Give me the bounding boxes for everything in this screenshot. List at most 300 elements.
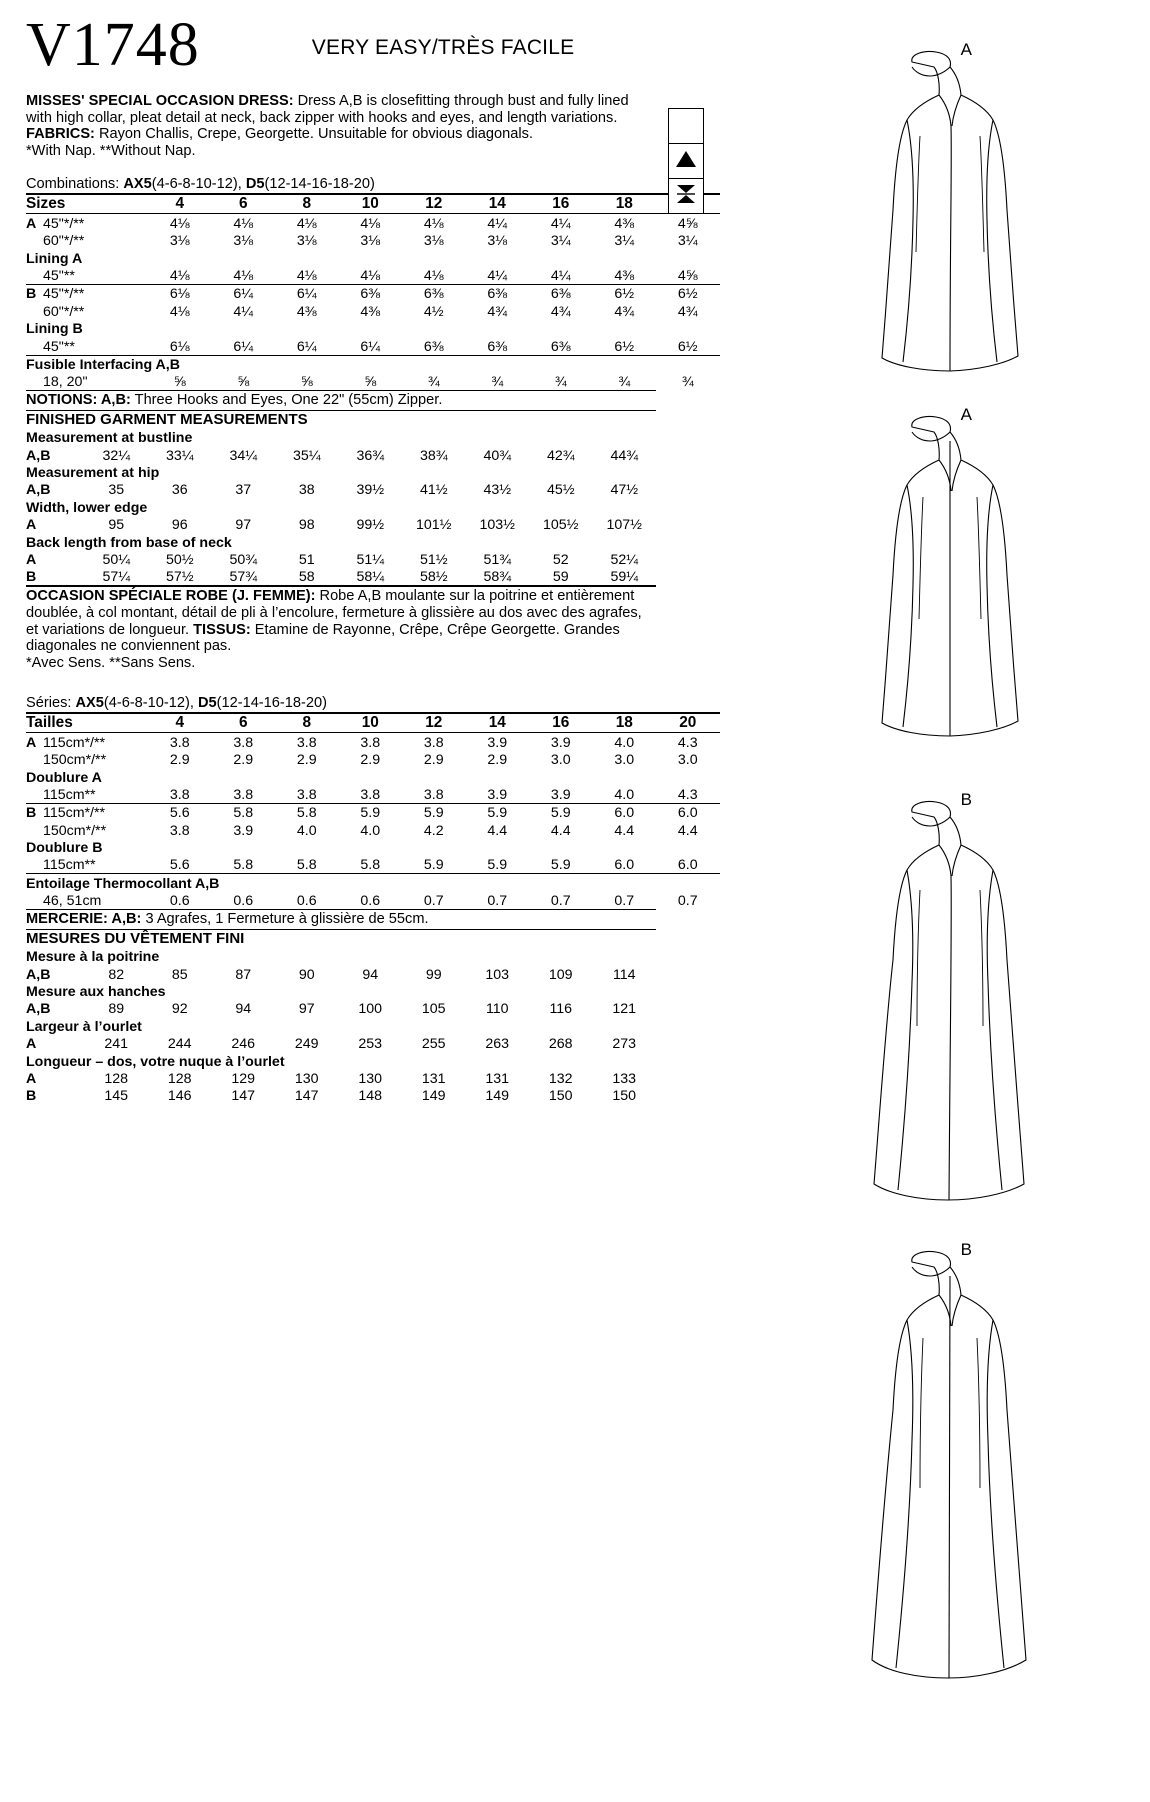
description-fr-title: OCCASION SPÉCIALE ROBE (J. FEMME): (26, 588, 316, 605)
nap-note-fr: *Avec Sens. **Sans Sens. (26, 654, 196, 671)
table-header-size: 4 (148, 194, 212, 214)
table-cell-value: ¾ (427, 374, 440, 391)
row-label-text: 45"** (43, 338, 75, 355)
measurement-group-label: Mesure à la poitrine (26, 949, 160, 966)
combinations-en (26, 176, 656, 193)
table-row-label (26, 337, 148, 355)
table-cell-value: 50½ (165, 552, 194, 568)
combinations-fr (26, 695, 656, 712)
table-cell-value: 6⅜ (402, 284, 466, 302)
table-row-label (26, 373, 148, 390)
table-header-row (26, 194, 720, 214)
description-english (26, 93, 656, 143)
table-cell-value: 147 (231, 1088, 256, 1105)
table-cell-value: 4⅛ (423, 267, 444, 284)
table-cell-value: 4⅝ (677, 215, 698, 232)
table-cell-value: 4¾ (614, 303, 635, 320)
table-cell-value: 51½ (419, 552, 448, 568)
fabrics-en-label: FABRICS: (26, 126, 95, 143)
table-cell-value: 5.6 (169, 857, 190, 874)
table-row (26, 429, 656, 446)
table-cell-value: 32¼ (102, 447, 131, 464)
table-header-size: 18 (593, 194, 657, 214)
table-cell-value: 4⅛ (233, 267, 254, 284)
table-cell-value: 4⅛ (233, 215, 254, 232)
table-cell-value: 6⅜ (487, 338, 508, 355)
table-cell-value: 4.4 (487, 822, 508, 839)
table-cell-value: 107½ (606, 517, 642, 534)
table-row (26, 267, 720, 285)
row-label-text: 46, 51cm (43, 893, 102, 910)
table-cell-value: 3⅛ (296, 233, 317, 250)
row-label-text: 45"*/** (43, 215, 85, 232)
measurement-row-label: A (26, 552, 37, 568)
table-cell-value: 2.9 (423, 752, 444, 769)
table-cell-value: 4⅛ (296, 215, 317, 232)
nap-symbol-key (668, 108, 704, 214)
table-cell-value: 6⅜ (466, 284, 530, 302)
nap-either-way-hourglass-icon (675, 183, 697, 210)
table-cell-value: 6¼ (360, 338, 381, 355)
table-cell-value: 150 (612, 1088, 637, 1105)
table-row-label (26, 284, 148, 302)
table-row (26, 568, 656, 585)
table-header-size: 16 (529, 713, 593, 733)
table-cell-value: 58¼ (356, 569, 385, 586)
table-cell-value: 50¾ (229, 552, 258, 568)
table-cell-value: 3.9 (487, 786, 508, 803)
table-cell-value: 34¼ (229, 447, 258, 464)
table-cell-value: 3.8 (296, 734, 317, 751)
table-row (26, 1035, 656, 1052)
symbol-nap-either-way (668, 178, 704, 214)
table-cell-value: 6⅜ (339, 284, 403, 302)
measurement-row-label: A,B (26, 447, 51, 464)
table-cell-value: 94 (235, 1001, 252, 1018)
table-header-row (26, 713, 720, 733)
table-cell-value: 96 (171, 517, 188, 534)
table-cell-value: 130 (358, 1070, 383, 1087)
measurement-row-label: A,B (26, 966, 51, 983)
table-cell-value: 4¼ (233, 303, 254, 320)
table-cell-value: 99 (425, 966, 442, 983)
table-cell-value: 95 (108, 517, 125, 534)
finished-en-body (26, 429, 656, 586)
table-row (26, 1070, 656, 1087)
table-cell-value: 105½ (542, 517, 579, 534)
table-cell-value: 82 (108, 966, 125, 983)
table-cell-value: 3.8 (360, 734, 381, 751)
figure-dress-b-back-floor (760, 1240, 1090, 1690)
table-cell-value: ⅝ (237, 374, 250, 391)
table-cell-value: 59¼ (610, 569, 639, 586)
table-cell-value: 132 (548, 1070, 573, 1087)
table-cell-value: 4⅜ (296, 303, 317, 320)
table-cell-value: 97 (235, 517, 252, 534)
table-row (26, 803, 720, 821)
table-row (26, 446, 656, 463)
table-cell-value: 38¾ (419, 447, 448, 464)
table-cell-value: 38 (298, 482, 315, 499)
table-cell-value: 100 (358, 1001, 383, 1018)
table-row (26, 302, 720, 319)
finished-measurements-table-english (26, 429, 656, 586)
table-cell-value: 89 (108, 1001, 125, 1018)
figure-dress-a-front-long (760, 40, 1090, 400)
table-row (26, 1087, 656, 1104)
table-cell-value: 44¾ (610, 447, 639, 464)
table-cell-value: 150 (548, 1088, 573, 1105)
combinations-en-set1-code: AX5 (123, 176, 152, 193)
table-cell-value: 3.8 (169, 822, 190, 839)
table-cell-value: 3.8 (423, 734, 444, 751)
table-cell-value: 130 (294, 1070, 319, 1087)
table-group-label: Lining B (26, 321, 83, 338)
table-cell-value: 3¼ (550, 233, 571, 250)
table-cell-value: 3.0 (550, 752, 571, 769)
table-cell-value: 37 (235, 482, 252, 499)
table-cell-value: 3.8 (169, 734, 190, 751)
table-cell-value: 3.8 (423, 786, 444, 803)
table-cell-value: 244 (167, 1036, 192, 1053)
table-cell-value: 6½ (614, 338, 635, 355)
combinations-fr-set2-sizes: (12-14-16-18-20) (216, 695, 327, 712)
table-row-label (26, 267, 148, 285)
table-cell-value: 39½ (356, 482, 385, 499)
symbol-blank-swatch (668, 108, 704, 143)
table-cell-value: 249 (294, 1036, 319, 1053)
table-row-label (26, 821, 148, 838)
table-cell-value: 57¼ (102, 569, 131, 586)
table-cell-value: 6⅛ (169, 338, 190, 355)
row-label-text: 60"*/** (43, 303, 85, 320)
row-label-text: 45"*/** (43, 286, 85, 303)
table-group-label: Doublure B (26, 840, 103, 857)
combinations-en-set1-sizes: (4-6-8-10-12), (151, 176, 246, 193)
notions-fr-label: MERCERIE: A,B: (26, 911, 142, 928)
table-row (26, 874, 720, 892)
table-cell-value: 4.0 (614, 786, 635, 803)
table-cell-value: 4¼ (487, 215, 508, 232)
table-cell-value: 4.3 (677, 786, 698, 803)
table-row-label (26, 856, 148, 874)
table-cell-value: 121 (612, 1001, 637, 1018)
table-row-label (26, 786, 148, 804)
table-cell-value: 5.8 (212, 803, 276, 821)
table-header-size: 20 (656, 713, 720, 733)
combinations-en-label: Combinations: (26, 176, 124, 193)
table-cell-value: 6¼ (275, 284, 339, 302)
table-row (26, 983, 656, 1000)
combinations-fr-label: Séries: (26, 695, 76, 712)
measurement-row-label: B (26, 569, 37, 586)
table-header-size: 6 (212, 194, 276, 214)
table-cell-value: 114 (612, 966, 636, 983)
table-row (26, 839, 720, 856)
table-row (26, 337, 720, 355)
row-label-text: 115cm** (43, 857, 96, 874)
figure-label-a-back: A (960, 405, 972, 424)
table-cell-value: 42¾ (546, 447, 575, 464)
row-label-text: 18, 20" (43, 374, 88, 391)
table-row (26, 1017, 656, 1034)
table-cell-value: 3.8 (169, 786, 190, 803)
table-cell-value: 133 (612, 1070, 637, 1087)
table-cell-value: 97 (298, 1001, 315, 1018)
table-row (26, 948, 656, 965)
header (26, 11, 656, 79)
table-cell-value: 3⅛ (487, 233, 508, 250)
table-row-label (26, 232, 148, 249)
table-cell-value: 268 (548, 1036, 573, 1053)
table-cell-value: 87 (235, 966, 252, 983)
fabrics-fr-label: TISSUS: (193, 621, 251, 638)
table-cell-value: 6⅛ (148, 284, 212, 302)
table-row (26, 320, 720, 337)
table-cell-value: 57½ (165, 569, 194, 586)
table-cell-value: 4⅝ (677, 267, 698, 284)
row-label-text: 150cm*/** (43, 822, 107, 839)
row-label-text: 115cm*/** (43, 734, 106, 751)
table-cell-value: 4¾ (487, 303, 508, 320)
combinations-fr-set1-code: AX5 (75, 695, 104, 712)
table-cell-value: 2.9 (487, 752, 508, 769)
table-cell-value: 98 (298, 517, 315, 534)
table-cell-value: 6⅜ (423, 338, 444, 355)
table-cell-value: 4⅛ (360, 215, 381, 232)
table-row (26, 284, 720, 302)
table-cell-value: 6½ (593, 284, 657, 302)
table-cell-value: 92 (171, 1001, 188, 1018)
table-cell-value: 110 (485, 1001, 509, 1018)
table-cell-value: 58¾ (483, 569, 512, 586)
table-cell-value: 246 (231, 1036, 256, 1053)
table-row (26, 892, 720, 909)
table-row-label (26, 733, 148, 750)
table-cell-value: 33¼ (165, 447, 194, 464)
table-cell-value: 6.0 (656, 803, 720, 821)
notions-en-label: NOTIONS: A,B: (26, 392, 131, 409)
row-label-text: 45"** (43, 267, 75, 284)
table-cell-value: 3⅛ (423, 233, 444, 250)
figure-dress-b-front-floor (760, 790, 1090, 1220)
table-cell-value: ¾ (618, 374, 631, 391)
table-cell-value: 58 (298, 569, 315, 586)
table-cell-value: 3.9 (487, 734, 508, 751)
table-cell-value: 58½ (419, 569, 448, 586)
row-label-text: 60"*/** (43, 233, 85, 250)
table-cell-value: 3⅛ (169, 233, 190, 250)
table-cell-value: 3¼ (614, 233, 635, 250)
table-row (26, 498, 656, 515)
technical-drawings (760, 0, 1150, 1802)
measurement-group-label: Largeur à l’ourlet (26, 1018, 142, 1035)
table-cell-value: 85 (171, 966, 188, 983)
table-cell-value: 5.9 (423, 857, 444, 874)
table-row (26, 373, 720, 390)
table-cell-value: 3.9 (550, 786, 571, 803)
table-cell-value: 3.8 (233, 786, 254, 803)
table-cell-value: 146 (167, 1088, 192, 1105)
combinations-en-set2-code: D5 (245, 176, 265, 193)
table-cell-value: 57¾ (229, 569, 258, 586)
table-header-label: Sizes (26, 194, 148, 214)
table-cell-value: 90 (298, 966, 315, 983)
table-cell-value: 4¼ (550, 215, 571, 232)
table-cell-value: 3.0 (677, 752, 698, 769)
view-letter: B (26, 805, 37, 822)
table-cell-value: 4⅛ (169, 215, 190, 232)
nap-one-way-triangle-icon (675, 149, 697, 174)
table-cell-value: 109 (548, 966, 573, 983)
table-cell-value: 4⅛ (296, 267, 317, 284)
table-cell-value: 128 (167, 1070, 192, 1087)
table-cell-value: 273 (612, 1036, 637, 1053)
measurement-group-label: Longueur – dos, votre nuque à l’ourlet (26, 1053, 285, 1070)
table-cell-value: 51 (298, 552, 315, 568)
table-cell-value: 0.6 (233, 893, 254, 910)
table-cell-value: 3¼ (677, 233, 698, 250)
table-row (26, 516, 656, 533)
table-row (26, 786, 720, 804)
table-cell-value: 5.8 (296, 857, 317, 874)
table-cell-value: 116 (549, 1001, 573, 1018)
table-cell-value: 2.9 (233, 752, 254, 769)
table-cell-value: 3.0 (614, 752, 635, 769)
table-cell-value: 36 (171, 482, 188, 499)
table-cell-value: 3⅛ (233, 233, 254, 250)
table-cell-value: 103½ (479, 517, 515, 534)
table-row (26, 856, 720, 874)
row-label-text: 150cm*/** (43, 752, 107, 769)
table-cell-value: 4¼ (487, 267, 508, 284)
measurement-row-label: A (26, 1036, 37, 1053)
yardage-table-en-body (26, 194, 720, 390)
table-cell-value: 4¾ (677, 303, 698, 320)
table-cell-value: 3⅛ (360, 233, 381, 250)
row-label-text: 115cm** (43, 786, 96, 803)
table-row (26, 1000, 656, 1017)
table-cell-value: 131 (485, 1070, 510, 1087)
table-cell-value: 131 (421, 1070, 446, 1087)
yardage-table-french (26, 712, 720, 909)
pattern-number: V1748 (26, 11, 200, 79)
table-cell-value: 4⅛ (360, 267, 381, 284)
table-row (26, 533, 656, 550)
table-cell-value: 6.0 (677, 857, 698, 874)
table-cell-value: 40¾ (483, 447, 512, 464)
table-cell-value: ⅝ (300, 374, 313, 391)
table-cell-value: 255 (421, 1036, 446, 1053)
table-cell-value: 59 (552, 569, 569, 586)
table-cell-value: ⅝ (173, 374, 186, 391)
table-row-label (26, 751, 148, 768)
table-cell-value: 4⅛ (169, 303, 190, 320)
table-cell-value: 5.8 (233, 857, 254, 874)
table-cell-value: 5.6 (148, 803, 212, 821)
table-cell-value: 0.6 (169, 893, 190, 910)
table-cell-value: 6¼ (212, 284, 276, 302)
row-label-text: 115cm*/** (43, 805, 106, 822)
table-cell-value: 4¼ (550, 267, 571, 284)
table-cell-value: 128 (104, 1070, 129, 1087)
table-cell-value: 4.0 (296, 822, 317, 839)
combinations-fr-set1-sizes: (4-6-8-10-12), (103, 695, 198, 712)
table-group-label: Doublure A (26, 769, 102, 786)
table-cell-value: ⅝ (364, 374, 377, 391)
finished-measurements-en-heading: FINISHED GARMENT MEASUREMENTS (26, 411, 308, 429)
table-cell-value: 0.6 (360, 893, 381, 910)
table-group-label: Entoilage Thermocollant A,B (26, 875, 220, 892)
table-cell-value: 4.0 (360, 822, 381, 839)
table-cell-value: 36¾ (356, 447, 385, 464)
table-cell-value: 3.8 (360, 786, 381, 803)
fabrics-fr-body: Etamine de Rayonne, Crêpe, Crêpe Georgette. Grandes diagonales ne conviennent pas. (26, 621, 620, 655)
table-cell-value: 147 (294, 1088, 319, 1105)
measurement-row-label: A,B (26, 1001, 51, 1018)
yardage-table-english (26, 193, 720, 390)
table-header-size: 18 (593, 713, 657, 733)
table-header-size: 6 (212, 713, 276, 733)
symbol-nap-one-way (668, 143, 704, 178)
table-cell-value: 6¼ (296, 338, 317, 355)
table-cell-value: 263 (485, 1036, 510, 1053)
finished-measurements-fr-heading: MESURES DU VÊTEMENT FINI (26, 930, 245, 948)
table-cell-value: 5.9 (529, 803, 593, 821)
table-cell-value: 4⅜ (360, 303, 381, 320)
table-cell-value: ¾ (554, 374, 567, 391)
table-cell-value: 105 (421, 1001, 446, 1018)
table-cell-value: 2.9 (360, 752, 381, 769)
table-cell-value: 4.4 (677, 822, 698, 839)
table-cell-value: 4.0 (614, 734, 635, 751)
table-cell-value: 5.8 (275, 803, 339, 821)
table-cell-value: 5.8 (360, 857, 381, 874)
table-cell-value: 148 (358, 1088, 383, 1105)
table-cell-value: 4¾ (550, 303, 571, 320)
table-cell-value: 4.3 (677, 734, 698, 751)
table-cell-value: 4⅛ (169, 267, 190, 284)
table-cell-value: 94 (362, 966, 379, 983)
table-cell-value: 129 (231, 1070, 256, 1087)
notions-en (26, 390, 656, 411)
table-cell-value: 3.8 (296, 786, 317, 803)
table-cell-value: 241 (104, 1036, 129, 1053)
left-content-column (26, 11, 698, 1105)
yardage-table-fr-body (26, 713, 720, 909)
table-cell-value: 41½ (419, 482, 448, 499)
description-en-title: MISSES' SPECIAL OCCASION DRESS: (26, 93, 294, 109)
table-cell-value: 2.9 (296, 752, 317, 769)
table-cell-value: 4⅛ (423, 215, 444, 232)
measurement-group-label: Back length from base of neck (26, 534, 232, 551)
table-cell-value: ¾ (491, 374, 504, 391)
table-cell-value: 149 (421, 1088, 446, 1105)
table-group-label: Lining A (26, 250, 83, 267)
table-cell-value: 0.7 (487, 893, 508, 910)
table-cell-value: 4⅜ (614, 215, 635, 232)
view-letter: A (26, 734, 37, 751)
table-cell-value: 103 (485, 966, 510, 983)
table-cell-value: 5.9 (466, 803, 530, 821)
combinations-fr-set2-code: D5 (197, 695, 217, 712)
table-cell-value: 4½ (423, 303, 444, 320)
measurement-row-label: A (26, 1070, 37, 1087)
table-cell-value: 6⅜ (550, 338, 571, 355)
table-header-label: Tailles (26, 713, 148, 733)
table-header-size: 16 (529, 194, 593, 214)
view-letter: B (26, 286, 37, 303)
